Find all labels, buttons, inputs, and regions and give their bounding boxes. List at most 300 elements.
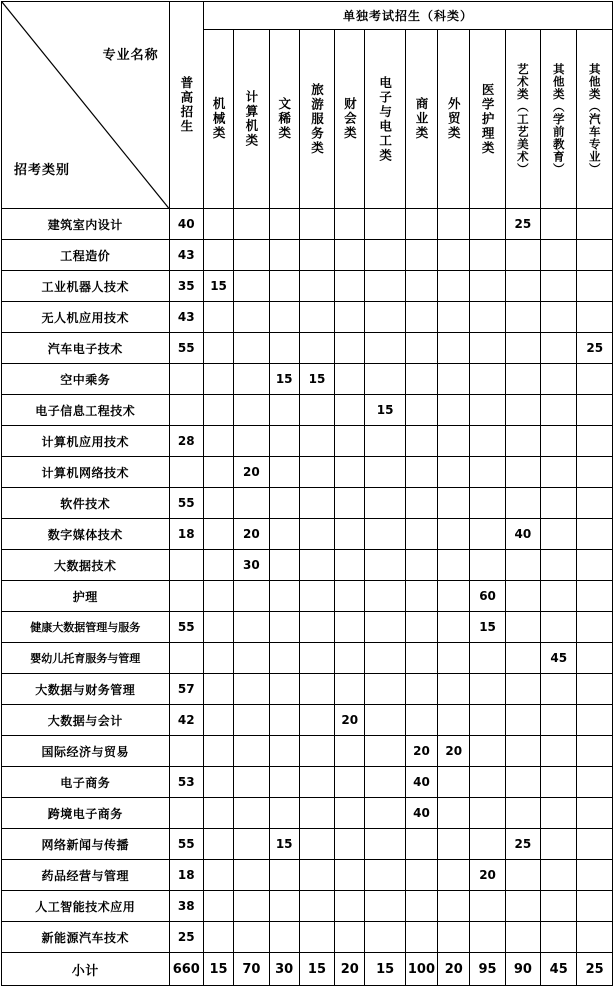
quota-cell bbox=[269, 271, 299, 302]
quota-cell bbox=[470, 798, 505, 829]
quota-cell bbox=[234, 364, 269, 395]
quota-cell bbox=[269, 860, 299, 891]
major-name-cell: 电子商务 bbox=[2, 767, 170, 798]
quota-cell bbox=[541, 395, 577, 426]
quota-cell bbox=[299, 860, 334, 891]
quota-cell bbox=[438, 612, 470, 643]
quota-cell bbox=[505, 860, 540, 891]
quota-cell bbox=[541, 891, 577, 922]
quota-cell bbox=[234, 426, 269, 457]
quota-cell bbox=[203, 736, 233, 767]
quota-cell bbox=[234, 922, 269, 953]
table-row bbox=[2, 798, 613, 829]
quota-cell bbox=[335, 333, 365, 364]
quota-cell bbox=[577, 767, 613, 798]
quota-cell bbox=[234, 395, 269, 426]
quota-cell bbox=[234, 860, 269, 891]
quota-cell: 40 bbox=[405, 798, 437, 829]
quota-cell bbox=[335, 674, 365, 705]
quota-cell bbox=[505, 271, 540, 302]
quota-cell bbox=[577, 736, 613, 767]
table-row bbox=[2, 643, 613, 674]
quota-cell bbox=[577, 488, 613, 519]
quota-cell bbox=[269, 674, 299, 705]
quota-cell bbox=[234, 829, 269, 860]
quota-cell bbox=[335, 860, 365, 891]
quota-cell bbox=[505, 302, 540, 333]
quota-cell bbox=[541, 798, 577, 829]
quota-cell: 20 bbox=[405, 736, 437, 767]
quota-cell: 25 bbox=[577, 333, 613, 364]
quota-cell bbox=[169, 581, 203, 612]
quota-cell bbox=[541, 860, 577, 891]
major-name-cell: 工业机器人技术 bbox=[2, 271, 170, 302]
quota-cell: 55 bbox=[169, 829, 203, 860]
quota-cell bbox=[405, 612, 437, 643]
quota-cell: 43 bbox=[169, 240, 203, 271]
total-putong: 660 bbox=[169, 953, 203, 986]
quota-cell bbox=[335, 364, 365, 395]
col-header-wimi bbox=[269, 30, 299, 209]
col-header-jixie-label: 机械类 bbox=[211, 97, 227, 141]
quota-cell bbox=[203, 240, 233, 271]
quota-cell bbox=[505, 426, 540, 457]
quota-cell bbox=[203, 519, 233, 550]
group-header-row bbox=[2, 2, 613, 30]
quota-cell bbox=[405, 922, 437, 953]
quota-cell bbox=[405, 364, 437, 395]
quota-cell bbox=[234, 736, 269, 767]
quota-cell bbox=[269, 643, 299, 674]
quota-cell bbox=[541, 922, 577, 953]
quota-cell bbox=[438, 922, 470, 953]
quota-cell bbox=[470, 333, 505, 364]
quota-cell bbox=[438, 333, 470, 364]
table-row bbox=[2, 426, 613, 457]
quota-cell: 15 bbox=[365, 395, 405, 426]
quota-cell: 43 bbox=[169, 302, 203, 333]
col-header-lvyou bbox=[299, 30, 334, 209]
quota-cell bbox=[269, 705, 299, 736]
col-header-qita-qiche bbox=[577, 30, 613, 209]
major-name-cell: 跨境电子商务 bbox=[2, 798, 170, 829]
quota-cell bbox=[269, 798, 299, 829]
quota-cell: 25 bbox=[505, 829, 540, 860]
quota-cell bbox=[203, 674, 233, 705]
quota-cell bbox=[470, 209, 505, 240]
quota-cell bbox=[335, 612, 365, 643]
col-header-lvyou-label: 旅游服务类 bbox=[309, 82, 325, 156]
table-row bbox=[2, 395, 613, 426]
quota-cell bbox=[577, 209, 613, 240]
col-header-waimao bbox=[438, 30, 470, 209]
quota-cell bbox=[335, 395, 365, 426]
quota-cell bbox=[541, 519, 577, 550]
quota-cell bbox=[405, 488, 437, 519]
major-name-cell: 汽车电子技术 bbox=[2, 333, 170, 364]
quota-cell bbox=[335, 767, 365, 798]
quota-cell bbox=[335, 302, 365, 333]
quota-cell bbox=[405, 240, 437, 271]
quota-cell: 35 bbox=[169, 271, 203, 302]
quota-cell: 25 bbox=[505, 209, 540, 240]
quota-cell bbox=[505, 798, 540, 829]
quota-cell bbox=[203, 550, 233, 581]
quota-cell bbox=[541, 674, 577, 705]
table-row bbox=[2, 860, 613, 891]
quota-cell bbox=[335, 922, 365, 953]
major-name-cell: 电子信息工程技术 bbox=[2, 395, 170, 426]
quota-cell bbox=[470, 240, 505, 271]
quota-cell: 60 bbox=[470, 581, 505, 612]
major-name-cell: 网络新闻与传播 bbox=[2, 829, 170, 860]
table-row bbox=[2, 519, 613, 550]
quota-cell bbox=[169, 457, 203, 488]
total-jisuanji: 70 bbox=[234, 953, 269, 986]
quota-cell: 57 bbox=[169, 674, 203, 705]
quota-cell bbox=[335, 240, 365, 271]
quota-cell: 20 bbox=[234, 519, 269, 550]
quota-cell bbox=[577, 395, 613, 426]
quota-cell bbox=[203, 302, 233, 333]
quota-cell bbox=[335, 550, 365, 581]
quota-cell bbox=[541, 767, 577, 798]
quota-cell bbox=[577, 271, 613, 302]
col-header-caihui-label: 财会类 bbox=[342, 97, 358, 141]
quota-cell: 55 bbox=[169, 488, 203, 519]
quota-cell bbox=[470, 457, 505, 488]
quota-cell bbox=[505, 674, 540, 705]
quota-cell: 42 bbox=[169, 705, 203, 736]
quota-cell bbox=[299, 674, 334, 705]
col-header-yishu bbox=[505, 30, 540, 209]
quota-cell bbox=[470, 705, 505, 736]
quota-cell bbox=[335, 736, 365, 767]
quota-cell: 28 bbox=[169, 426, 203, 457]
quota-cell bbox=[299, 302, 334, 333]
table-row bbox=[2, 767, 613, 798]
quota-cell bbox=[577, 240, 613, 271]
quota-cell bbox=[505, 395, 540, 426]
quota-cell bbox=[438, 519, 470, 550]
quota-cell bbox=[203, 891, 233, 922]
quota-cell bbox=[365, 364, 405, 395]
quota-cell bbox=[470, 736, 505, 767]
quota-cell bbox=[541, 829, 577, 860]
quota-cell bbox=[269, 333, 299, 364]
major-name-cell: 药品经营与管理 bbox=[2, 860, 170, 891]
table-row bbox=[2, 581, 613, 612]
quota-cell: 15 bbox=[203, 271, 233, 302]
quota-cell bbox=[541, 736, 577, 767]
quota-cell bbox=[470, 674, 505, 705]
quota-cell: 55 bbox=[169, 333, 203, 364]
quota-cell: 25 bbox=[169, 922, 203, 953]
quota-cell bbox=[541, 209, 577, 240]
quota-cell bbox=[438, 240, 470, 271]
quota-cell bbox=[470, 519, 505, 550]
quota-cell: 15 bbox=[269, 829, 299, 860]
quota-cell bbox=[541, 271, 577, 302]
col-header-qita-qiche-label: 其他类（汽车专业） bbox=[587, 62, 602, 176]
quota-cell bbox=[577, 674, 613, 705]
total-shangye: 100 bbox=[405, 953, 437, 986]
quota-cell: 40 bbox=[169, 209, 203, 240]
quota-cell bbox=[365, 922, 405, 953]
major-name-cell: 护理 bbox=[2, 581, 170, 612]
quota-cell bbox=[541, 705, 577, 736]
quota-cell bbox=[299, 891, 334, 922]
quota-cell bbox=[541, 612, 577, 643]
quota-cell bbox=[299, 550, 334, 581]
table-row bbox=[2, 364, 613, 395]
quota-cell bbox=[365, 891, 405, 922]
quota-cell bbox=[365, 767, 405, 798]
quota-cell bbox=[234, 240, 269, 271]
total-caihui: 20 bbox=[335, 953, 365, 986]
quota-cell bbox=[365, 705, 405, 736]
quota-cell bbox=[470, 271, 505, 302]
quota-cell bbox=[269, 395, 299, 426]
quota-cell bbox=[335, 271, 365, 302]
group-header-danzhao: 单独考试招生（科类） bbox=[203, 2, 612, 30]
total-row bbox=[2, 953, 613, 986]
quota-cell bbox=[299, 829, 334, 860]
col-header-yishu-label: 艺术类（工艺美术） bbox=[515, 62, 530, 176]
quota-cell bbox=[269, 426, 299, 457]
total-qita-xueqian: 45 bbox=[541, 953, 577, 986]
quota-cell bbox=[203, 798, 233, 829]
quota-cell bbox=[505, 922, 540, 953]
quota-cell bbox=[203, 488, 233, 519]
quota-cell bbox=[505, 240, 540, 271]
quota-cell bbox=[234, 333, 269, 364]
col-header-jisuanji-label: 计算机类 bbox=[243, 90, 259, 148]
quota-cell bbox=[269, 519, 299, 550]
quota-cell bbox=[505, 705, 540, 736]
quota-cell bbox=[470, 302, 505, 333]
table-row bbox=[2, 271, 613, 302]
major-name-cell: 大数据与会计 bbox=[2, 705, 170, 736]
quota-cell bbox=[438, 426, 470, 457]
quota-cell bbox=[365, 271, 405, 302]
quota-cell: 38 bbox=[169, 891, 203, 922]
major-name-cell: 计算机网络技术 bbox=[2, 457, 170, 488]
quota-cell bbox=[405, 674, 437, 705]
quota-cell: 20 bbox=[335, 705, 365, 736]
quota-cell bbox=[470, 922, 505, 953]
quota-cell bbox=[169, 395, 203, 426]
quota-cell bbox=[577, 302, 613, 333]
quota-cell bbox=[203, 643, 233, 674]
quota-cell bbox=[234, 271, 269, 302]
quota-cell bbox=[438, 488, 470, 519]
quota-cell bbox=[203, 829, 233, 860]
quota-cell bbox=[335, 798, 365, 829]
quota-cell bbox=[577, 550, 613, 581]
quota-cell: 15 bbox=[470, 612, 505, 643]
quota-cell bbox=[505, 457, 540, 488]
quota-cell bbox=[234, 209, 269, 240]
quota-cell bbox=[505, 550, 540, 581]
table-row bbox=[2, 612, 613, 643]
quota-cell bbox=[577, 798, 613, 829]
corner-header-cell bbox=[2, 2, 170, 209]
quota-cell bbox=[438, 364, 470, 395]
quota-cell bbox=[365, 798, 405, 829]
quota-cell bbox=[203, 860, 233, 891]
major-name-cell: 大数据技术 bbox=[2, 550, 170, 581]
quota-cell bbox=[234, 302, 269, 333]
quota-cell bbox=[299, 798, 334, 829]
col-header-putong bbox=[169, 2, 203, 209]
total-yixue: 95 bbox=[470, 953, 505, 986]
quota-cell bbox=[335, 457, 365, 488]
major-name-cell: 计算机应用技术 bbox=[2, 426, 170, 457]
col-header-shangye bbox=[405, 30, 437, 209]
quota-cell bbox=[365, 457, 405, 488]
quota-cell bbox=[405, 705, 437, 736]
col-header-dianzi bbox=[365, 30, 405, 209]
quota-cell bbox=[470, 829, 505, 860]
quota-cell bbox=[299, 581, 334, 612]
quota-cell: 53 bbox=[169, 767, 203, 798]
quota-cell bbox=[234, 643, 269, 674]
quota-cell bbox=[438, 643, 470, 674]
quota-cell bbox=[365, 209, 405, 240]
quota-cell: 15 bbox=[269, 364, 299, 395]
major-name-cell: 新能源汽车技术 bbox=[2, 922, 170, 953]
quota-cell bbox=[470, 643, 505, 674]
quota-cell: 18 bbox=[169, 860, 203, 891]
quota-cell bbox=[365, 829, 405, 860]
quota-cell bbox=[269, 736, 299, 767]
quota-cell bbox=[541, 581, 577, 612]
quota-cell bbox=[541, 426, 577, 457]
quota-cell bbox=[299, 209, 334, 240]
col-header-putong-label: 普高招生 bbox=[178, 76, 194, 134]
quota-cell bbox=[405, 519, 437, 550]
quota-cell bbox=[269, 240, 299, 271]
quota-cell bbox=[234, 674, 269, 705]
col-header-caihui bbox=[335, 30, 365, 209]
table-row bbox=[2, 829, 613, 860]
quota-cell bbox=[470, 488, 505, 519]
quota-cell bbox=[269, 891, 299, 922]
total-label: 小计 bbox=[2, 953, 170, 986]
table-row bbox=[2, 457, 613, 488]
table-row bbox=[2, 209, 613, 240]
table-row bbox=[2, 736, 613, 767]
col-header-shangye-label: 商业类 bbox=[414, 97, 429, 141]
quota-cell bbox=[577, 643, 613, 674]
quota-cell bbox=[335, 488, 365, 519]
quota-cell bbox=[470, 767, 505, 798]
quota-cell bbox=[438, 395, 470, 426]
quota-cell bbox=[505, 488, 540, 519]
total-wimi: 30 bbox=[269, 953, 299, 986]
total-jixie: 15 bbox=[203, 953, 233, 986]
major-name-cell: 人工智能技术应用 bbox=[2, 891, 170, 922]
quota-cell bbox=[234, 767, 269, 798]
col-header-qita-xueqian-label: 其他类（学前教育） bbox=[551, 62, 566, 176]
quota-cell bbox=[505, 333, 540, 364]
quota-cell bbox=[577, 426, 613, 457]
quota-cell bbox=[438, 860, 470, 891]
quota-cell bbox=[269, 209, 299, 240]
col-header-yixue-label: 医学护理类 bbox=[480, 82, 496, 156]
major-name-cell: 工程造价 bbox=[2, 240, 170, 271]
quota-cell bbox=[203, 209, 233, 240]
major-name-cell: 婴幼儿托育服务与管理 bbox=[2, 643, 170, 674]
quota-cell bbox=[299, 767, 334, 798]
major-name-cell: 无人机应用技术 bbox=[2, 302, 170, 333]
quota-cell bbox=[365, 581, 405, 612]
quota-cell bbox=[405, 395, 437, 426]
quota-cell bbox=[577, 891, 613, 922]
quota-cell bbox=[269, 581, 299, 612]
quota-cell bbox=[365, 612, 405, 643]
col-header-waimao-label: 外贸类 bbox=[446, 97, 462, 141]
quota-cell bbox=[577, 519, 613, 550]
major-name-cell: 国际经济与贸易 bbox=[2, 736, 170, 767]
quota-cell bbox=[203, 457, 233, 488]
quota-cell bbox=[405, 209, 437, 240]
quota-cell bbox=[405, 333, 437, 364]
quota-cell bbox=[203, 705, 233, 736]
quota-cell: 40 bbox=[505, 519, 540, 550]
quota-cell bbox=[541, 302, 577, 333]
col-header-jisuanji bbox=[234, 30, 269, 209]
quota-cell bbox=[234, 891, 269, 922]
quota-cell bbox=[405, 426, 437, 457]
quota-cell bbox=[438, 550, 470, 581]
quota-cell: 45 bbox=[541, 643, 577, 674]
quota-cell bbox=[203, 426, 233, 457]
quota-cell bbox=[505, 581, 540, 612]
quota-cell bbox=[541, 550, 577, 581]
col-header-wimi-label: 文稀类 bbox=[276, 97, 292, 141]
quota-cell bbox=[470, 395, 505, 426]
quota-cell bbox=[169, 643, 203, 674]
quota-cell bbox=[541, 488, 577, 519]
quota-cell bbox=[299, 457, 334, 488]
total-dianzi: 15 bbox=[365, 953, 405, 986]
quota-cell bbox=[299, 643, 334, 674]
quota-cell bbox=[269, 302, 299, 333]
quota-cell bbox=[299, 333, 334, 364]
quota-cell: 18 bbox=[169, 519, 203, 550]
quota-cell bbox=[203, 612, 233, 643]
quota-cell bbox=[335, 581, 365, 612]
quota-cell bbox=[234, 798, 269, 829]
quota-cell bbox=[335, 643, 365, 674]
quota-cell bbox=[203, 922, 233, 953]
table-row bbox=[2, 240, 613, 271]
quota-cell bbox=[269, 767, 299, 798]
table-row bbox=[2, 922, 613, 953]
col-header-dianzi-label: 电子与电工类 bbox=[377, 75, 393, 163]
quota-cell bbox=[365, 488, 405, 519]
quota-cell bbox=[365, 426, 405, 457]
quota-cell: 40 bbox=[405, 767, 437, 798]
enrollment-plan-table bbox=[1, 1, 613, 986]
major-name-cell: 软件技术 bbox=[2, 488, 170, 519]
quota-cell: 20 bbox=[438, 736, 470, 767]
col-header-qita-xueqian bbox=[541, 30, 577, 209]
table-row bbox=[2, 333, 613, 364]
quota-cell bbox=[470, 550, 505, 581]
